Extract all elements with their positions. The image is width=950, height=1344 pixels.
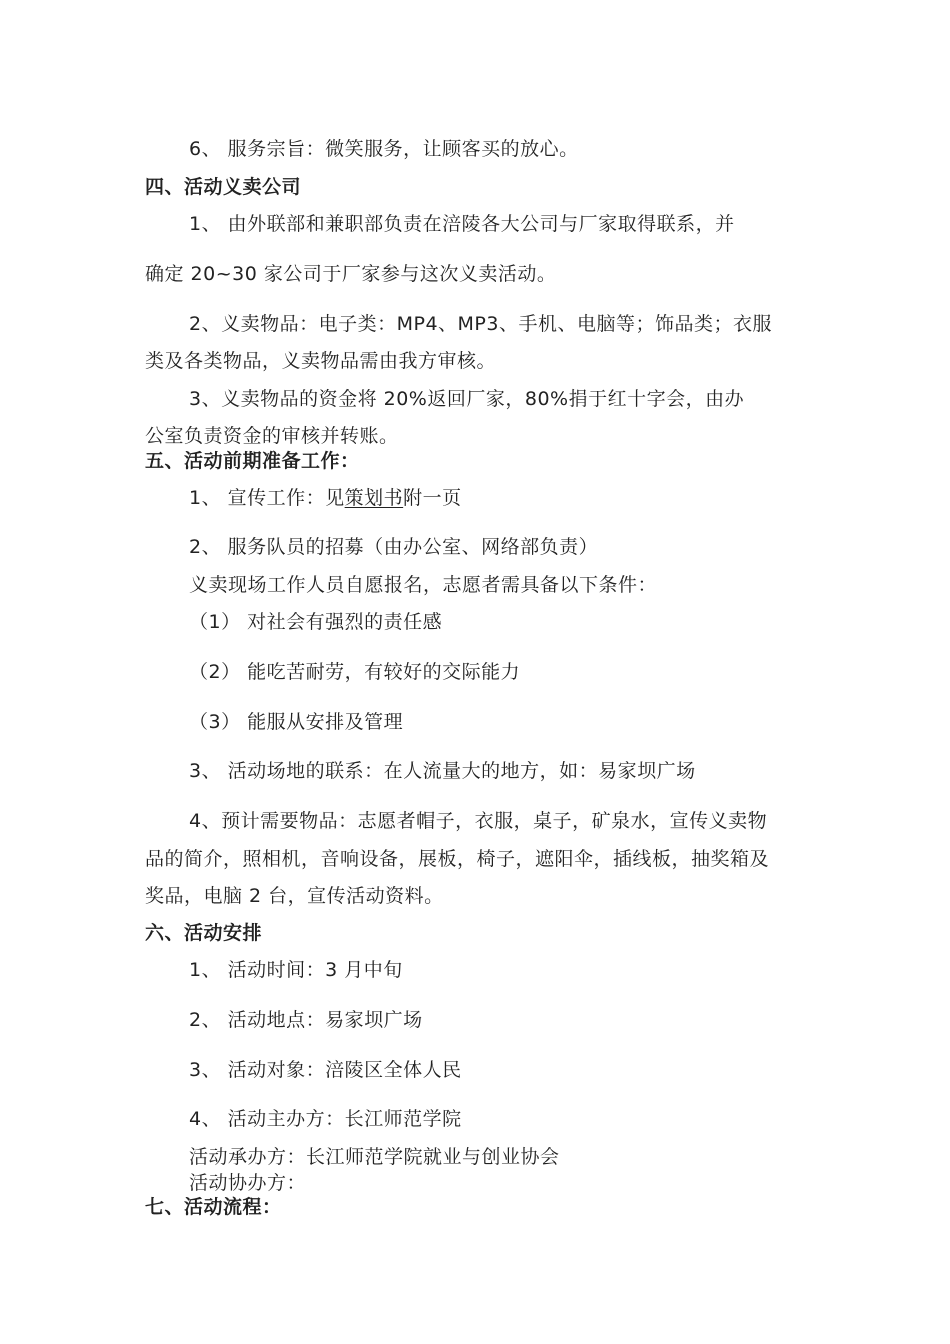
item-1-suffix: 附一页 [403, 487, 462, 509]
section-7-heading: 七、活动流程： [145, 1196, 282, 1218]
organizer-line: 活动承办方：长江师范学院就业与创业协会 [189, 1146, 560, 1168]
section-4-item-2-line-1: 2、义卖物品：电子类：MP4、MP3、手机、电脑等；饰品类；衣服 [189, 313, 772, 335]
plan-document-link[interactable]: 策划书 [344, 487, 404, 509]
item-1-prefix: 1、 宣传工作：见 [189, 487, 345, 509]
requirement-2: （2） 能吃苦耐劳，有较好的交际能力 [189, 661, 521, 683]
requirement-1: （1） 对社会有强烈的责任感 [189, 611, 443, 633]
section-6-item-3: 3、 活动对象：涪陵区全体人民 [189, 1059, 462, 1081]
volunteer-requirement-intro: 义卖现场工作人员自愿报名，志愿者需具备以下条件： [189, 574, 658, 596]
section-4-item-2-line-2: 类及各类物品，义卖物品需由我方审核。 [145, 350, 497, 372]
section-5-item-1 [189, 486, 462, 510]
requirement-3: （3） 能服从安排及管理 [189, 711, 404, 733]
section-4-item-3-line-1: 3、义卖物品的资金将 20%返回厂家，80%捐于红十字会，由办 [189, 388, 745, 410]
section-4-item-1-line-1: 1、 由外联部和兼职部负责在涪陵各大公司与厂家取得联系，并 [189, 213, 735, 235]
co-organizer-line: 活动协办方： [189, 1172, 307, 1194]
section-4-item-3-line-2: 公室负责资金的审核并转账。 [145, 425, 399, 447]
section-5-heading: 五、活动前期准备工作： [145, 450, 360, 472]
section-5-item-4-line-3: 奖品，电脑 2 台，宣传活动资料。 [145, 885, 444, 907]
section-5-item-2: 2、 服务队员的招募（由办公室、网络部负责） [189, 536, 599, 558]
section-6-item-1: 1、 活动时间：3 月中旬 [189, 959, 403, 981]
section-6-item-4: 4、 活动主办方：长江师范学院 [189, 1108, 462, 1130]
section-5-item-4-line-1: 4、预计需要物品：志愿者帽子，衣服，桌子，矿泉水，宣传义卖物 [189, 810, 768, 832]
section-5-item-3: 3、 活动场地的联系：在人流量大的地方，如：易家坝广场 [189, 760, 696, 782]
item-6-service-purpose: 6、 服务宗旨：微笑服务，让顾客买的放心。 [189, 138, 579, 160]
section-6-heading: 六、活动安排 [145, 922, 263, 944]
section-6-item-2: 2、 活动地点：易家坝广场 [189, 1009, 423, 1031]
section-4-heading: 四、活动义卖公司 [145, 176, 302, 198]
section-5-item-4-line-2: 品的简介，照相机，音响设备，展板，椅子，遮阳伞，插线板，抽奖箱及 [145, 848, 770, 870]
section-4-item-1-line-2: 确定 20~30 家公司于厂家参与这次义卖活动。 [145, 263, 557, 285]
